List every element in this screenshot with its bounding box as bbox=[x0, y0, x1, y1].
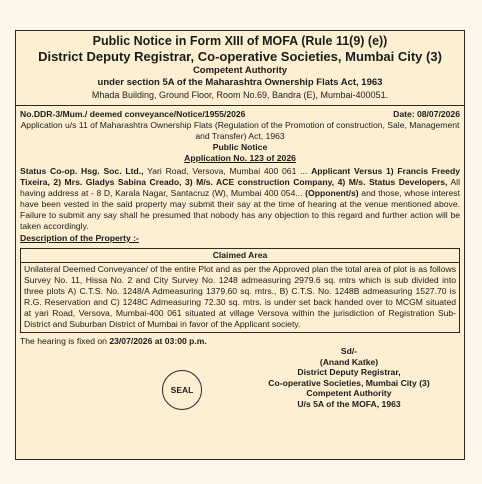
reference-number: No.DDR-3/Mum./ deemed conveyance/Notice/1955/2026 bbox=[20, 109, 246, 119]
hearing-line bbox=[20, 336, 207, 347]
authority-act: under section 5A of the Maharashtra Ownership Flats Act, 1963 bbox=[97, 77, 383, 88]
claimed-area-box bbox=[20, 248, 460, 333]
signature-sd: Sd/- bbox=[340, 346, 358, 356]
property-description-title: Description of the Property :- bbox=[20, 233, 139, 243]
signature-block bbox=[234, 346, 464, 409]
authority-name: District Deputy Registrar, Co-operative Societies, Mumbai City (3) bbox=[38, 49, 442, 64]
notice-header bbox=[16, 31, 464, 106]
seal-stamp: SEAL bbox=[162, 370, 202, 410]
public-notice bbox=[15, 30, 465, 460]
parties-paragraph bbox=[20, 166, 460, 232]
notice-body bbox=[16, 106, 464, 416]
signatory-title-4: U/s 5A of the MOFA, 1963 bbox=[297, 398, 401, 409]
applicant-address: Yari Road, Versova, Mumbai 400 061 ... bbox=[143, 166, 312, 176]
signatory-title-3: Competent Authority bbox=[306, 388, 392, 398]
public-notice-label: Public Notice bbox=[212, 142, 268, 152]
reference-row bbox=[20, 109, 460, 120]
notice-date: Date: 08/07/2026 bbox=[393, 109, 460, 119]
application-number: Application No. 123 of 2026 bbox=[184, 153, 296, 163]
hearing-datetime: 23/07/2026 at 03:00 p.m. bbox=[109, 336, 207, 346]
authority-address: Mhada Building, Ground Floor, Room No.69, Bandra (E), Mumbai-400051. bbox=[91, 90, 389, 100]
applicant-name: Status Co-op. Hsg. Soc. Ltd., bbox=[20, 166, 144, 176]
opponents-address: All having address at - 8 D, Karala Nagar, Santacruz (W), Mumbai 400 054... bbox=[20, 177, 460, 198]
signatory-title-2: Co-operative Societies, Mumbai City (3) bbox=[268, 377, 430, 388]
opponent-label: (Opponent/s) bbox=[305, 188, 359, 198]
notice-instructions: and those, whose interest have been vested in the said property may submit their say at the time of hearing at the venue mentioned above. Failure to submit any say shall he presumed that nobody has any objection to this regard and further action will be taken accordingly. bbox=[20, 188, 460, 231]
notice-form-title: Public Notice in Form XIII of MOFA (Rule 11(9) (e)) bbox=[92, 34, 388, 48]
claimed-area-title: Claimed Area bbox=[21, 249, 459, 263]
authority-role: Competent Authority bbox=[192, 65, 288, 76]
applicant-versus-opponents: Applicant Versus 1) Francis Freedy Tixeira, 2) Mrs. Gladys Sabina Creado, 3) M/s. ACE construction Company, 4) M/s. Status Developers, bbox=[20, 166, 460, 187]
notice-footer bbox=[20, 336, 460, 416]
application-description: Application u/s 11 of Maharashtra Ownership Flats (Regulation of the Promotion of construction, Sale, Management and Transfer) Act, 1963 bbox=[20, 120, 460, 141]
hearing-prefix: The hearing is fixed on bbox=[20, 336, 110, 346]
signatory-title-1: District Deputy Registrar, bbox=[297, 367, 401, 377]
claimed-area-text: Unilateral Deemed Conveyance/ of the entire Plot and as per the Approved plan the total area of plot is as follows Survey No. 11, Hissa No. 2 and City Survey No. 1248 admeasuring 2979.6 sq. mtrs which is sub divided into three plots A) C.T.S. No. 1248/A Admeasuring 1379.60 sq. mtrs., B) C.T.S. No. 1248B admeasuring 1527.70 is R.G. Reservation and C) 1248C Admeasuring 72.30 sq. mtrs. is under set back handed over to MCGM situated at yari Road, Versova, Mumbai-400 061 situated at village Versova within the jurisdiction of Registration Sub-District and Suburban District of Mumbai in favor of the Applicant society. bbox=[24, 264, 456, 329]
signatory-name: (Anand Katke) bbox=[319, 356, 379, 367]
